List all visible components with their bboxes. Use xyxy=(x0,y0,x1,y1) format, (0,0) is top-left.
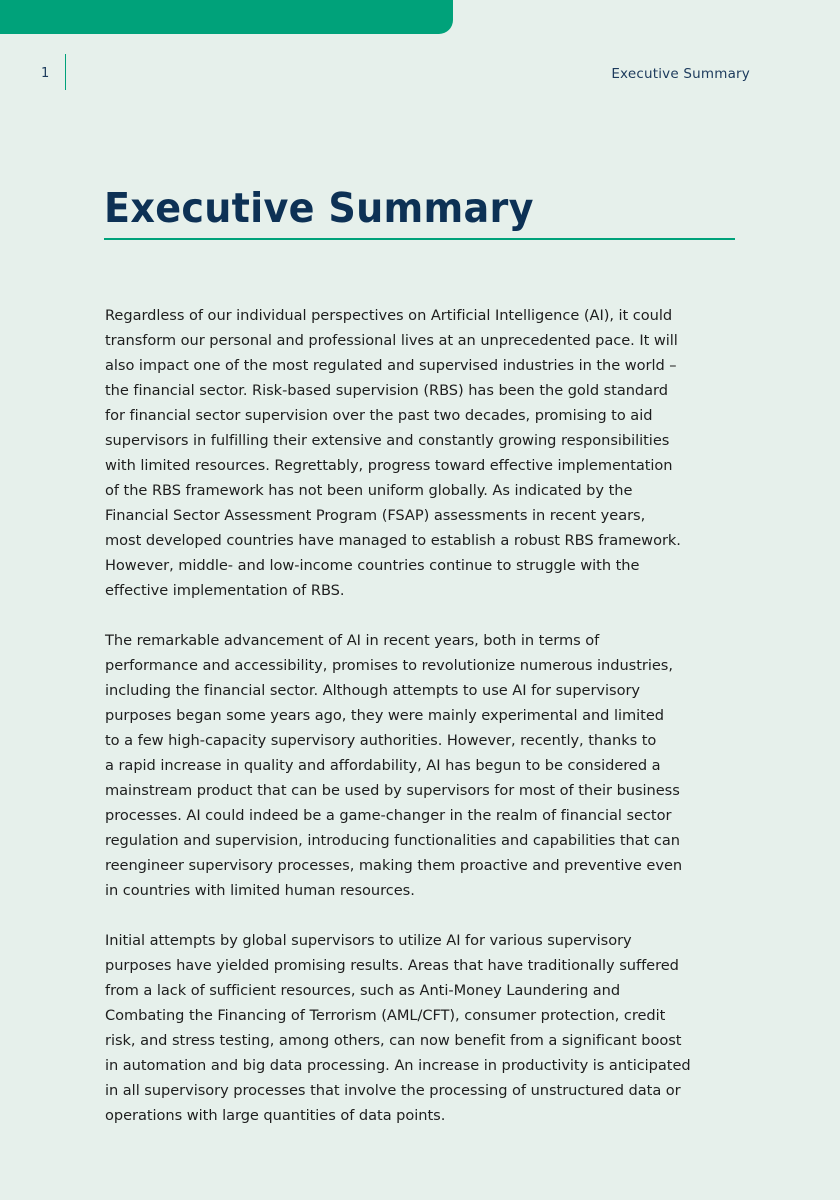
body-text xyxy=(105,303,765,1153)
paragraph-line: regulation and supervision, introducing functionalities and capabilities that can xyxy=(105,832,680,849)
paragraph-line: a rapid increase in quality and affordability, AI has begun to be considered a xyxy=(105,757,661,774)
paragraph xyxy=(105,928,765,1128)
paragraph-line: reengineer supervisory processes, making them proactive and preventive even xyxy=(105,857,683,874)
paragraph-line: performance and accessibility, promises to revolutionize numerous industries, xyxy=(105,657,673,674)
paragraph-line: risk, and stress testing, among others, can now benefit from a significant boost xyxy=(105,1032,682,1049)
paragraph-line: However, middle- and low-income countries continue to struggle with the xyxy=(105,557,640,574)
paragraph-line: Financial Sector Assessment Program (FSAP) assessments in recent years, xyxy=(105,507,646,524)
paragraph-line: with limited resources. Regrettably, progress toward effective implementation xyxy=(105,457,673,474)
paragraph-line: the financial sector. Risk-based supervision (RBS) has been the gold standard xyxy=(105,382,668,399)
paragraph-line: Initial attempts by global supervisors to utilize AI for various supervisory xyxy=(105,932,632,949)
paragraph-line: processes. AI could indeed be a game-changer in the realm of financial sector xyxy=(105,807,672,824)
paragraph-line: in all supervisory processes that involve the processing of unstructured data or xyxy=(105,1082,681,1099)
paragraph xyxy=(105,628,765,903)
page-title: Executive Summary xyxy=(104,184,534,232)
paragraph-line: mainstream product that can be used by supervisors for most of their business xyxy=(105,782,680,799)
page-number: 1 xyxy=(41,66,50,81)
paragraph-line: to a few high-capacity supervisory authorities. However, recently, thanks to xyxy=(105,732,657,749)
paragraph-line: purposes have yielded promising results. Areas that have traditionally suffered xyxy=(105,957,679,974)
paragraph-line: The remarkable advancement of AI in recent years, both in terms of xyxy=(105,632,600,649)
paragraph-line: also impact one of the most regulated and supervised industries in the world – xyxy=(105,357,677,374)
page-number-divider xyxy=(65,54,66,90)
paragraph-line: Combating the Financing of Terrorism (AML/CFT), consumer protection, credit xyxy=(105,1007,666,1024)
paragraph-line: effective implementation of RBS. xyxy=(105,582,345,599)
paragraph-line: from a lack of sufficient resources, such as Anti-Money Laundering and xyxy=(105,982,621,999)
paragraph-line: in automation and big data processing. An increase in productivity is anticipated xyxy=(105,1057,691,1074)
header-accent-bar xyxy=(0,0,453,34)
paragraph-line: supervisors in fulfilling their extensive and constantly growing responsibilities xyxy=(105,432,670,449)
paragraph xyxy=(105,303,765,603)
paragraph-line: operations with large quantities of data points. xyxy=(105,1107,446,1124)
paragraph-line: transform our personal and professional lives at an unprecedented pace. It will xyxy=(105,332,678,349)
paragraph-line: in countries with limited human resources. xyxy=(105,882,415,899)
paragraph-line: purposes began some years ago, they were mainly experimental and limited xyxy=(105,707,664,724)
paragraph-line: Regardless of our individual perspectives on Artificial Intelligence (AI), it could xyxy=(105,307,673,324)
paragraph-line: of the RBS framework has not been uniform globally. As indicated by the xyxy=(105,482,633,499)
running-header-title: Executive Summary xyxy=(611,66,750,82)
title-underline xyxy=(104,238,735,240)
paragraph-line: for financial sector supervision over the past two decades, promising to aid xyxy=(105,407,653,424)
paragraph-line: including the financial sector. Although attempts to use AI for supervisory xyxy=(105,682,640,699)
paragraph-line: most developed countries have managed to establish a robust RBS framework. xyxy=(105,532,681,549)
